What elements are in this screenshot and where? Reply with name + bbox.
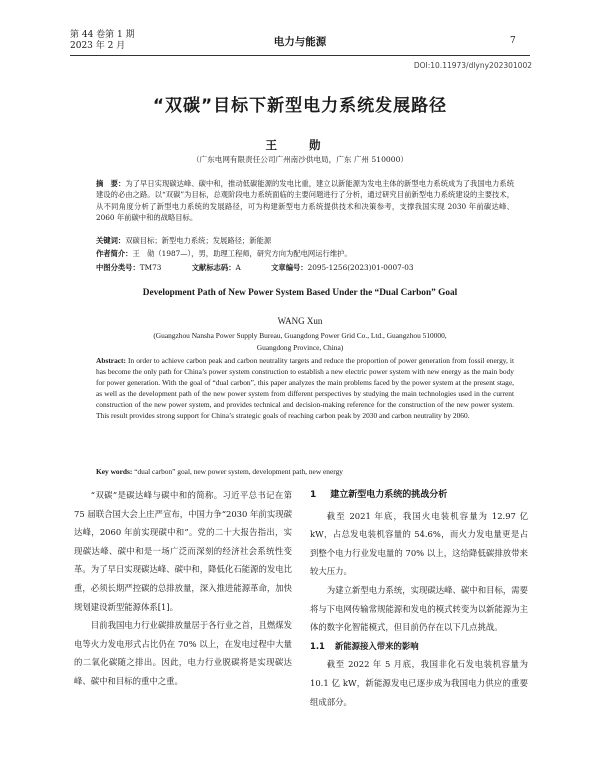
body-left-column (74, 486, 292, 691)
subsection-number: 1.1 (310, 640, 325, 651)
subsection-heading (310, 637, 528, 656)
keywords-cn-text: 双碳目标；新型电力系统；发展路径；新能源 (125, 236, 272, 245)
section-number: 1 (310, 490, 317, 500)
body-paragraph: “双碳”是碳达峰与碳中和的简称。习近平总书记在第 75 届联合国大会上庄严宣布，中国力争“2030 年前实现碳达峰，2060 年前实现碳中和”。党的二十大报告指出，实现碳达峰、碳中和是一场广泛而深刻的经济社会系统性变革。为了早日实现碳达峰、碳中和，降低化石能源的发电比重，必须长期严控碳的总排放量，深入推进能源革命，加快规划建设新型能源体系[1]。 (74, 490, 292, 612)
clc-value: TM73 (139, 263, 162, 272)
classification-line (96, 262, 514, 273)
keywords-en-text: “dual carbon” goal, new power system, development path, new energy (134, 467, 343, 476)
journal-name: 电力与能源 (273, 36, 327, 48)
date-text: 2023 年 2 月 (70, 41, 126, 51)
author-info-label: 作者简介： (96, 249, 133, 258)
clc-label: 中图分类号： (96, 263, 140, 272)
article-id-label: 文章编号： (271, 263, 308, 272)
keywords-cn (96, 235, 514, 246)
abstract-cn-label: 摘 要： (96, 179, 126, 188)
abstract-cn (96, 178, 514, 223)
doc-code-label: 文献标志码： (191, 263, 236, 272)
author-info (96, 248, 514, 259)
abstract-en (96, 355, 514, 422)
title-en: Development Path of New Power System Based Under the “Dual Carbon” Goal (142, 288, 458, 298)
article-id-value: 2095-1256(2023)01-0007-03 (307, 263, 414, 272)
title-cn: “双碳”目标下新型电力系统发展路径 (152, 96, 448, 116)
affiliation-cn: （广东电网有限责任公司广州南沙供电局，广东 广州 510000） (191, 155, 409, 164)
subsection-title: 新能源接入带来的影响 (334, 640, 419, 651)
author-info-text: 王 勋（1987—），男，助理工程师，研究方向为配电网运行维护。 (132, 249, 352, 258)
volume-text: 第 44 卷第 1 期 (70, 30, 135, 40)
doi: DOI:10.11973/dlyny202301002 (413, 61, 532, 70)
body-right-column (310, 486, 528, 711)
abstract-en-text: In order to achieve carbon peak and carbon neutrality targets and reduce the proportion of power generation from fossil energy, it has become the only path for China’s power system construction to establish a new electric power system with new energy as the main body for power generation. With the goal of “dual carbon”, this paper analyzes the main problems faced by the power system at the present stage, as well as the development path of the new power system from different perspectives by studying the main technologies used in the current construction of the new power system, and provides technical and decision-making reference for the construction of the new power system. This result provides strong support for China’s strategic goals of reaching carbon peak by 2030 and carbon neutrality by 2060. (96, 356, 515, 421)
body-paragraph: 为建立新型电力系统，实现碳达峰、碳中和目标，需要将与下电网传输常规能源和发电的模式转变为以新能源为主体的数字化智能模式，但目前仍存在以下几点挑战。 (310, 584, 528, 633)
author-en: WANG Xun (277, 316, 323, 326)
section-title: 建立新型电力系统的挑战分析 (330, 490, 448, 500)
keywords-en-label: Key words: (96, 467, 133, 476)
doc-code-value: A (235, 263, 241, 272)
section-heading (310, 486, 528, 505)
affiliation-en: (Guangzhou Nansha Power Supply Bureau, Guangdong Power Grid Co., Ltd., Guangzhou 510000, Guangdong Province, China) (153, 331, 447, 352)
header-rule (70, 55, 530, 56)
body-paragraph: 截至 2022 年 5 月底，我国非化石发电装机容量为 10.1 亿 kW，新能源发电已逐步成为我国电力供应的重要组成部分。 (310, 659, 528, 707)
keywords-en (96, 466, 514, 477)
page-number: 7 (510, 36, 516, 46)
body-paragraph: 目前我国电力行业碳排放量居于各行业之首，且燃煤发电等火力发电形式占比仍在 70% 以上，在发电过程中大量的二氧化碳随之排出。因此，电力行业脱碳将是实现碳达峰、碳中和目标的重中之重。 (74, 620, 292, 686)
author-cn: 王 勋 (265, 138, 335, 152)
abstract-en-label: Abstract: (96, 356, 126, 365)
abstract-cn-text: 为了早日实现碳达峰、碳中和，推动低碳能源的发电比重，建立以新能源为发电主体的新型电力系统成为了我国电力系统建设的必由之路。以“双碳”为目标，总观阶段电力系统面临的主要问题进行了分析，通过研究目前新型电力系统建设的主要技术，从不同角度分析了新型电力系统的发展路径，可为构建新型电力系统提供技术和决策参考，支撑我国实现 2030 年前碳达峰、2060 年前碳中和的战略目标。 (96, 179, 515, 222)
keywords-cn-label: 关键词： (96, 236, 126, 245)
body-paragraph: 截至 2021 年底，我国火电装机容量为 12.97 亿 kW，占总发电装机容量的 54.6%，而火力发电量更是占到整个电力行业发电量的 70% 以上，这给降低碳排放带来较大压力。 (310, 510, 528, 577)
